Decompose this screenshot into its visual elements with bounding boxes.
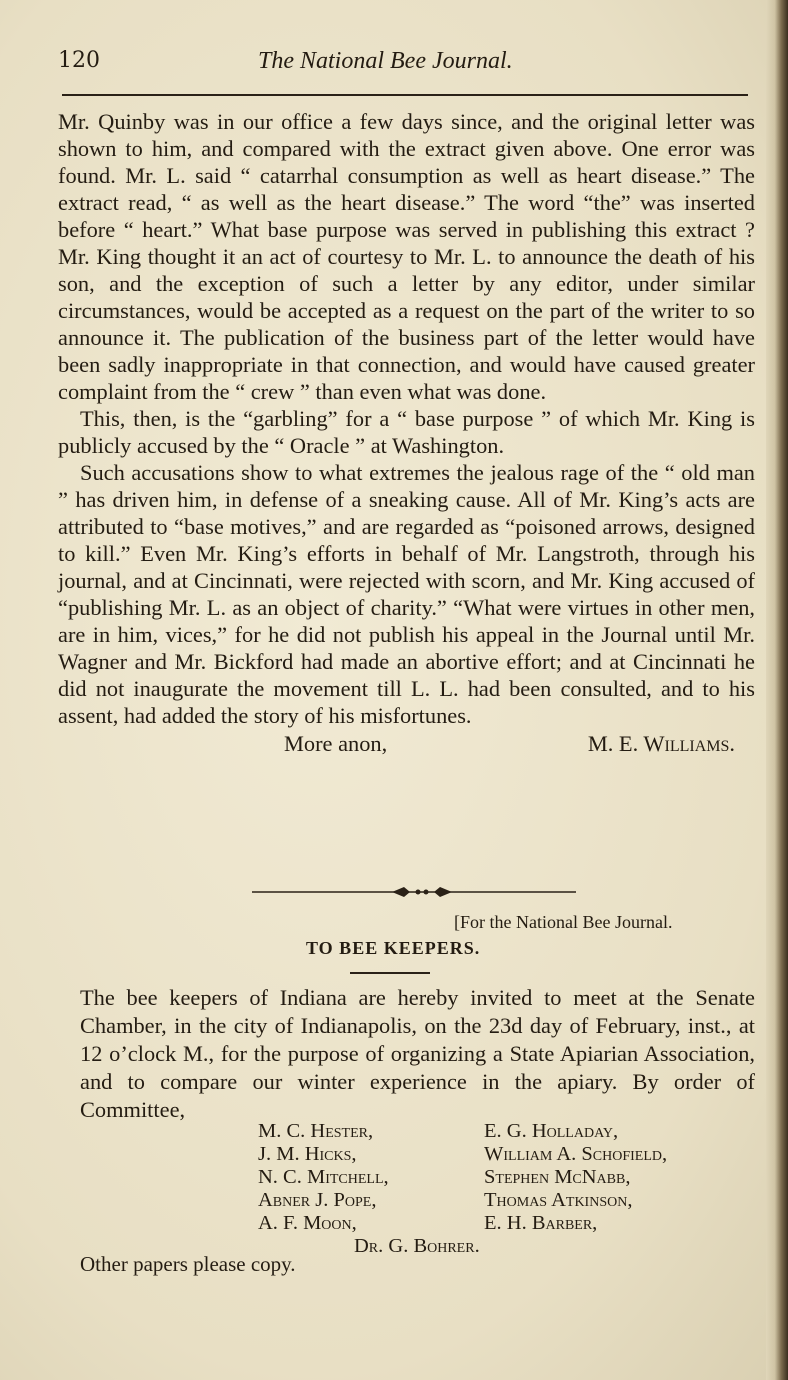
article-paragraph: Mr. Quinby was in our office a few days since, and the original letter was shown to him, and compared with the extract given above. One error was found. Mr. L. said “ catarrhal consumption as well as heart disease.” The extract read, “ as well as the heart disease.” The word “the” was inserted before “ heart.” What base purpose was served in publishing this extract ? Mr. King thought it an act of courtesy to Mr. L. to announce the death of his son, and the exception of such a letter by any editor, under similar circumstances, would be accepted as a request on the part of the writer to so announce it. The publication of the business part of the letter would have been sadly inappropriate in that connection, and would have caused greater complaint from the “ crew ” than even what was done. (58, 109, 755, 404)
author-signature: M. E. Williams. (587, 731, 735, 756)
committee-member: Stephen McNabb, (484, 1166, 631, 1188)
committee-row (258, 1212, 758, 1235)
committee-member: N. C. Mitchell, (258, 1166, 389, 1188)
committee-member: M. C. Hester, (258, 1120, 374, 1142)
committee-row (258, 1166, 758, 1189)
committee-member: Thomas Atkinson, (484, 1189, 633, 1211)
article-paragraph: Such accusations show to what extremes the jealous rage of the “ old man ” has driven him, in defense of a sneaking cause. All of Mr. King’s acts are attributed to “base motives,” and are regarded as “poisoned arrows, designed to kill.” Even Mr. King’s efforts in behalf of Mr. Langstroth, through his journal, and at Cincinnati, were rejected with scorn, and Mr. King accused of “publishing Mr. L. as an object of charity.” “What were virtues in other men, are in him, vices,” for he did not publish his appeal in the Journal until Mr. Wagner and Mr. Bickford had made an abortive effort; and at Cincinnati he did not inaugurate the movement till L. L. had been consulted, and to his assent, had added the story of his misfortunes. (58, 460, 755, 728)
committee-member: J. M. Hicks, (258, 1143, 357, 1165)
notice-title: TO BEE KEEPERS. (306, 938, 481, 958)
page-header (58, 44, 748, 84)
committee-member: Abner J. Pope, (258, 1189, 377, 1211)
committee-row (258, 1189, 758, 1212)
article-paragraph: This, then, is the “garbling” for a “ base purpose ” of which Mr. King is publicly accused by the “ Oracle ” at Washington. (58, 406, 755, 458)
committee-member: Dr. G. Bohrer. (354, 1235, 480, 1257)
committee-member: A. F. Moon, (258, 1212, 357, 1234)
committee-row (258, 1120, 758, 1143)
committee-list (258, 1120, 758, 1258)
committee-member: E. G. Holladay, (484, 1120, 619, 1142)
ornamental-rule (252, 882, 576, 902)
page-number: 120 (58, 48, 100, 73)
article-body (58, 108, 755, 757)
signature-line (58, 730, 755, 757)
committee-row (258, 1143, 758, 1166)
committee-member: E. H. Barber, (484, 1212, 598, 1234)
notice-source: [For the National Bee Journal. (454, 912, 673, 932)
running-title: The National Bee Journal. (258, 48, 513, 74)
notice-footer: Other papers please copy. (80, 1252, 296, 1276)
header-rule (62, 94, 748, 96)
closing: More anon, (284, 731, 388, 756)
notice-text: The bee keepers of Indiana are hereby invited to meet at the Senate Chamber, in the city of Indianapolis, on the 23d day of February, inst., at 12 o’clock M., for the purpose of organizing a State Apiarian Association, and to compare our winter experience in the apiary. By order of Committee, (80, 985, 755, 1122)
committee-member: William A. Schofield, (484, 1143, 668, 1165)
page-edge (766, 0, 788, 1380)
title-rule (350, 972, 430, 974)
